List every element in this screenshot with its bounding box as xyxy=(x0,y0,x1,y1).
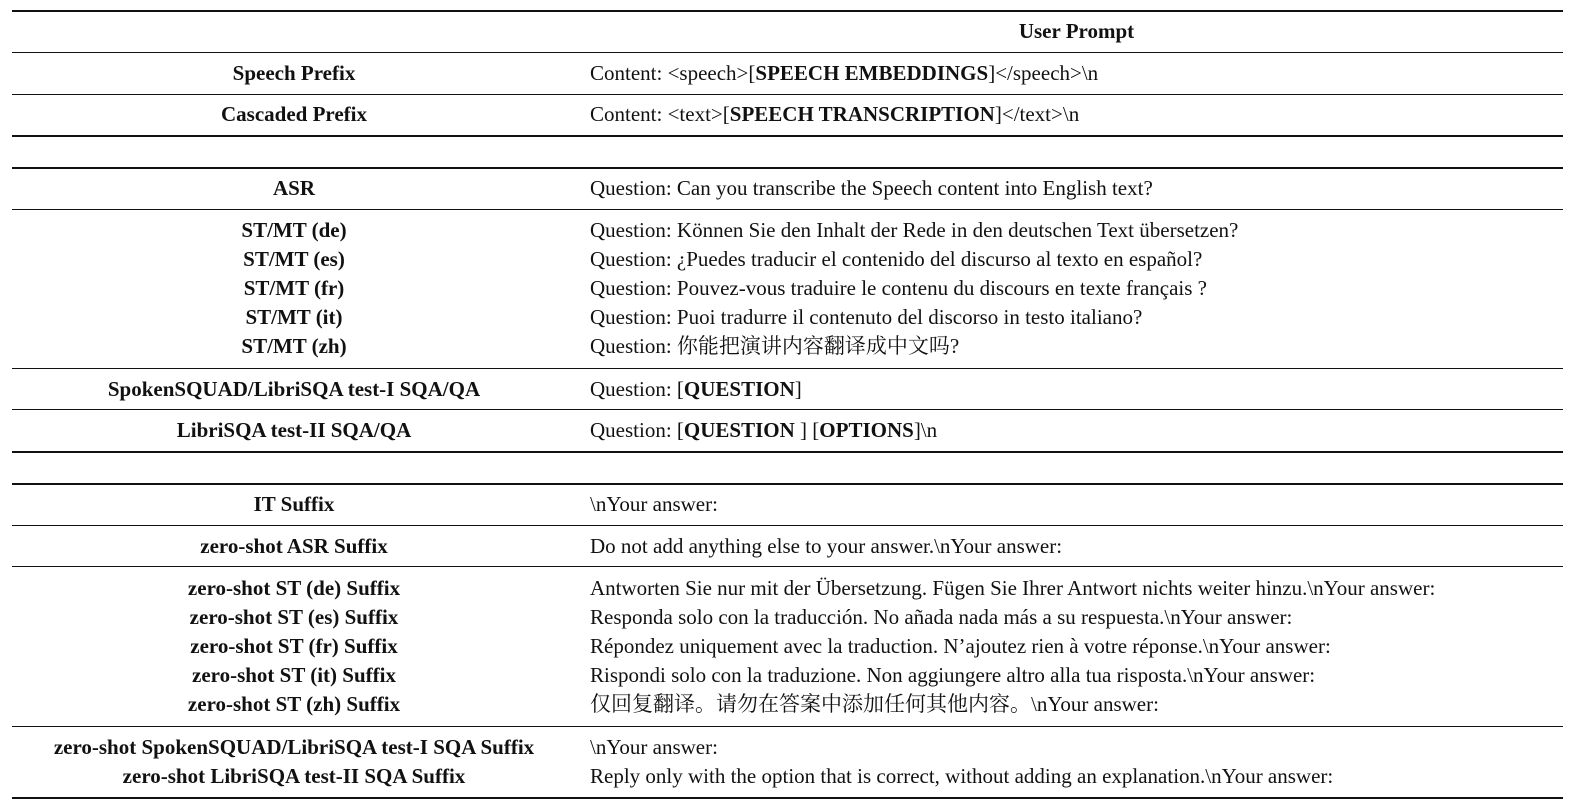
divider-rule xyxy=(12,368,1563,369)
row-label: SpokenSQUAD/LibriSQA test-I SQA/QA xyxy=(107,377,481,401)
row-prompt: 仅回复翻译。请勿在答案中添加任何其他内容。\nYour answer: xyxy=(590,692,1159,716)
prompt-placeholder: QUESTION xyxy=(683,377,795,401)
row-label: zero-shot LibriSQA test-II SQA Suffix xyxy=(122,764,466,788)
prompt-text: ]\n xyxy=(913,418,938,442)
row-prompt: Question: Puoi tradurre il contenuto del discorso in testo italiano? xyxy=(590,305,1143,329)
divider-rule xyxy=(12,94,1563,95)
row-label-group xyxy=(12,574,576,719)
prompt-text: Question: [ xyxy=(590,418,684,442)
prompt-text: Question: [ xyxy=(590,377,684,401)
divider-rule xyxy=(12,409,1563,410)
row-prompt: Antworten Sie nur mit der Übersetzung. Fügen Sie Ihrer Antwort nichts weiter hinzu.\nYour answer: xyxy=(590,576,1436,600)
top-rule xyxy=(12,10,1563,12)
bottom-rule xyxy=(12,797,1563,799)
row-prompt: Question: 你能把演讲内容翻译成中文吗? xyxy=(590,334,960,358)
section-end-rule xyxy=(12,451,1563,453)
prompt-placeholder: QUESTION xyxy=(683,418,801,442)
row-prompt: Question: ¿Puedes traducir el contenido del discurso al texto en español? xyxy=(590,247,1203,271)
row-prompt: \nYour answer: xyxy=(590,735,718,759)
row-label: Speech Prefix xyxy=(232,61,356,85)
prompt-placeholder: SPEECH EMBEDDINGS xyxy=(755,61,989,85)
row-label: zero-shot ST (fr) Suffix xyxy=(190,634,398,658)
divider-rule xyxy=(12,209,1563,210)
prompt-text: Content: <text>[ xyxy=(590,102,730,126)
section-start-rule xyxy=(12,167,1563,169)
header-rule xyxy=(12,52,1563,53)
section-end-rule xyxy=(12,135,1563,137)
divider-rule xyxy=(12,525,1563,526)
row-label: ST/MT (fr) xyxy=(243,276,345,300)
row-label: zero-shot ST (de) Suffix xyxy=(187,576,401,600)
row-prompt-group xyxy=(590,574,1435,719)
prompt-text: ] xyxy=(794,377,802,401)
row-prompt: Reply only with the option that is correct, without adding an explanation.\nYour answer: xyxy=(590,764,1334,788)
row-label: IT Suffix xyxy=(253,492,335,516)
row-label: ST/MT (zh) xyxy=(241,334,347,358)
row-label: ST/MT (it) xyxy=(245,305,343,329)
section-start-rule xyxy=(12,483,1563,485)
row-label: zero-shot ASR Suffix xyxy=(200,534,388,558)
row-label: zero-shot ST (it) Suffix xyxy=(192,663,396,687)
prompt-placeholder: OPTIONS xyxy=(819,418,914,442)
row-prompt xyxy=(590,100,1079,129)
row-prompt: Responda solo con la traducción. No añada nada más a su respuesta.\nYour answer: xyxy=(590,605,1293,629)
row-label: Cascaded Prefix xyxy=(220,102,367,126)
row-prompt xyxy=(590,375,802,404)
prompt-placeholder: SPEECH TRANSCRIPTION xyxy=(729,102,995,126)
row-label: LibriSQA test-II SQA/QA xyxy=(176,418,412,442)
prompt-text: ] [ xyxy=(800,418,820,442)
prompt-text: ]</text>\n xyxy=(994,102,1080,126)
row-label-group xyxy=(12,216,576,361)
row-label: zero-shot SpokenSQUAD/LibriSQA test-I SQA Suffix xyxy=(53,735,535,759)
row-prompt-group xyxy=(590,733,1333,791)
row-prompt: Répondez uniquement avec la traduction. N’ajoutez rien à votre réponse.\nYour answer: xyxy=(590,634,1331,658)
row-label: ASR xyxy=(272,176,315,200)
row-prompt: Question: Can you transcribe the Speech content into English text? xyxy=(590,176,1153,200)
row-prompt: Do not add anything else to your answer.\nYour answer: xyxy=(590,534,1063,558)
user-prompt-heading: User Prompt xyxy=(1018,19,1135,43)
row-prompt: Question: Pouvez-vous traduire le contenu du discours en texte français ? xyxy=(590,276,1207,300)
prompt-text: Content: <speech>[ xyxy=(590,61,756,85)
row-prompt-group xyxy=(590,216,1238,361)
divider-rule xyxy=(12,726,1563,727)
row-label: zero-shot ST (zh) Suffix xyxy=(187,692,401,716)
row-prompt xyxy=(590,59,1098,88)
row-label: ST/MT (es) xyxy=(243,247,345,271)
row-label: zero-shot ST (es) Suffix xyxy=(189,605,399,629)
prompt-text: ]</speech>\n xyxy=(988,61,1099,85)
row-prompt: Rispondi solo con la traduzione. Non aggiungere altro alla tua risposta.\nYour answer: xyxy=(590,663,1316,687)
row-prompt: Question: Können Sie den Inhalt der Rede in den deutschen Text übersetzen? xyxy=(590,218,1239,242)
row-prompt: \nYour answer: xyxy=(590,492,718,516)
row-label: ST/MT (de) xyxy=(241,218,347,242)
divider-rule xyxy=(12,566,1563,567)
row-label-group xyxy=(12,733,576,791)
row-prompt xyxy=(590,416,937,445)
